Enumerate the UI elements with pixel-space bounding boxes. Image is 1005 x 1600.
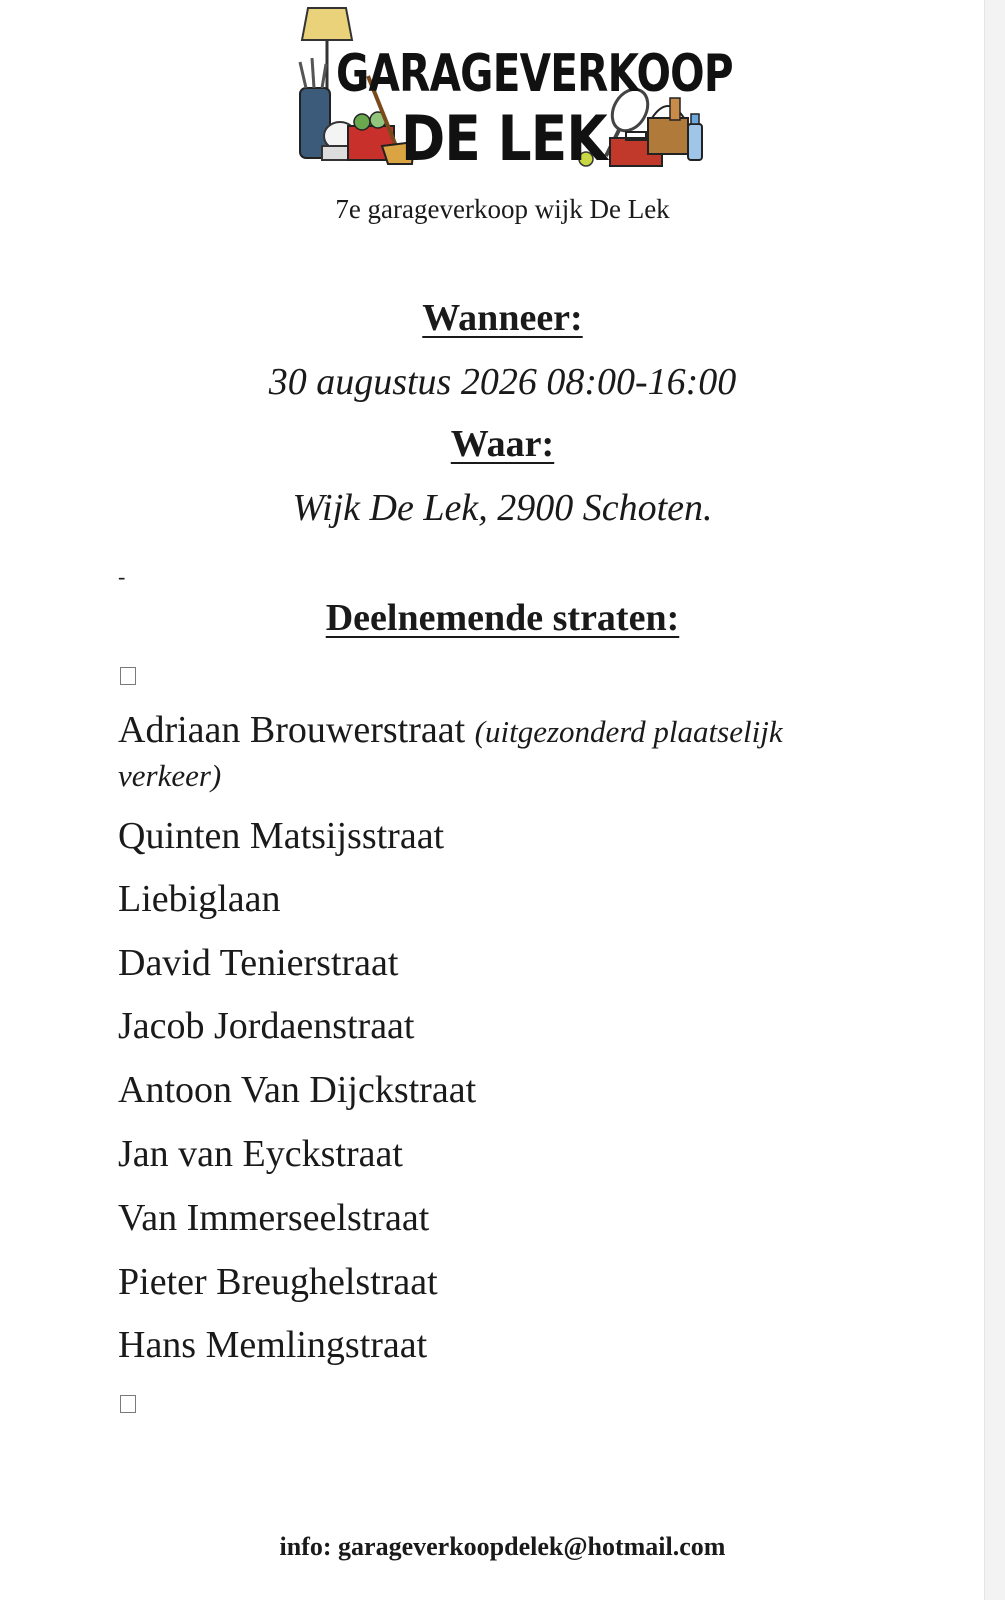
checkbox-top [120, 667, 136, 685]
when-heading: Wanneer: [422, 297, 583, 339]
street-item: David Tenierstraat [118, 942, 399, 984]
street-item: Liebiglaan [118, 878, 281, 920]
subtitle: 7e garageverkoop wijk De Lek [335, 194, 670, 224]
logo-text-line1: GARAGEVERKOOP [336, 44, 733, 104]
street-item: Pieter Breughelstraat [118, 1261, 438, 1303]
street-item: Antoon Van Dijckstraat [118, 1069, 477, 1111]
street-note-continued: verkeer) [118, 758, 222, 793]
street-item: Quinten Matsijsstraat [118, 815, 445, 857]
street-item: Jacob Jordaenstraat [118, 1005, 415, 1047]
page-edge [984, 0, 1005, 1600]
bottle-icon [688, 114, 702, 160]
contact-info: info: garageverkoopdelek@hotmail.com [279, 1532, 726, 1561]
logo [296, 6, 733, 175]
street-item: Hans Memlingstraat [118, 1324, 428, 1366]
where-value: Wijk De Lek, 2900 Schoten. [292, 487, 713, 529]
street-item: Van Immerseelstraat [118, 1197, 430, 1239]
when-value: 30 augustus 2026 08:00-16:00 [268, 361, 737, 403]
checkbox-bottom [120, 1395, 136, 1413]
street-name: Adriaan Brouwerstraat [118, 709, 466, 751]
separator-dash: - [118, 564, 126, 589]
where-heading: Waar: [450, 423, 555, 465]
picnic-basket-icon [648, 98, 688, 154]
street-note: (uitgezonderd plaatselijk [474, 714, 783, 749]
logo-text-line2: DE LEK [401, 102, 607, 175]
street-item-first [118, 708, 783, 752]
streets-heading: Deelnemende straten: [325, 597, 680, 639]
street-item: Jan van Eyckstraat [118, 1133, 403, 1175]
